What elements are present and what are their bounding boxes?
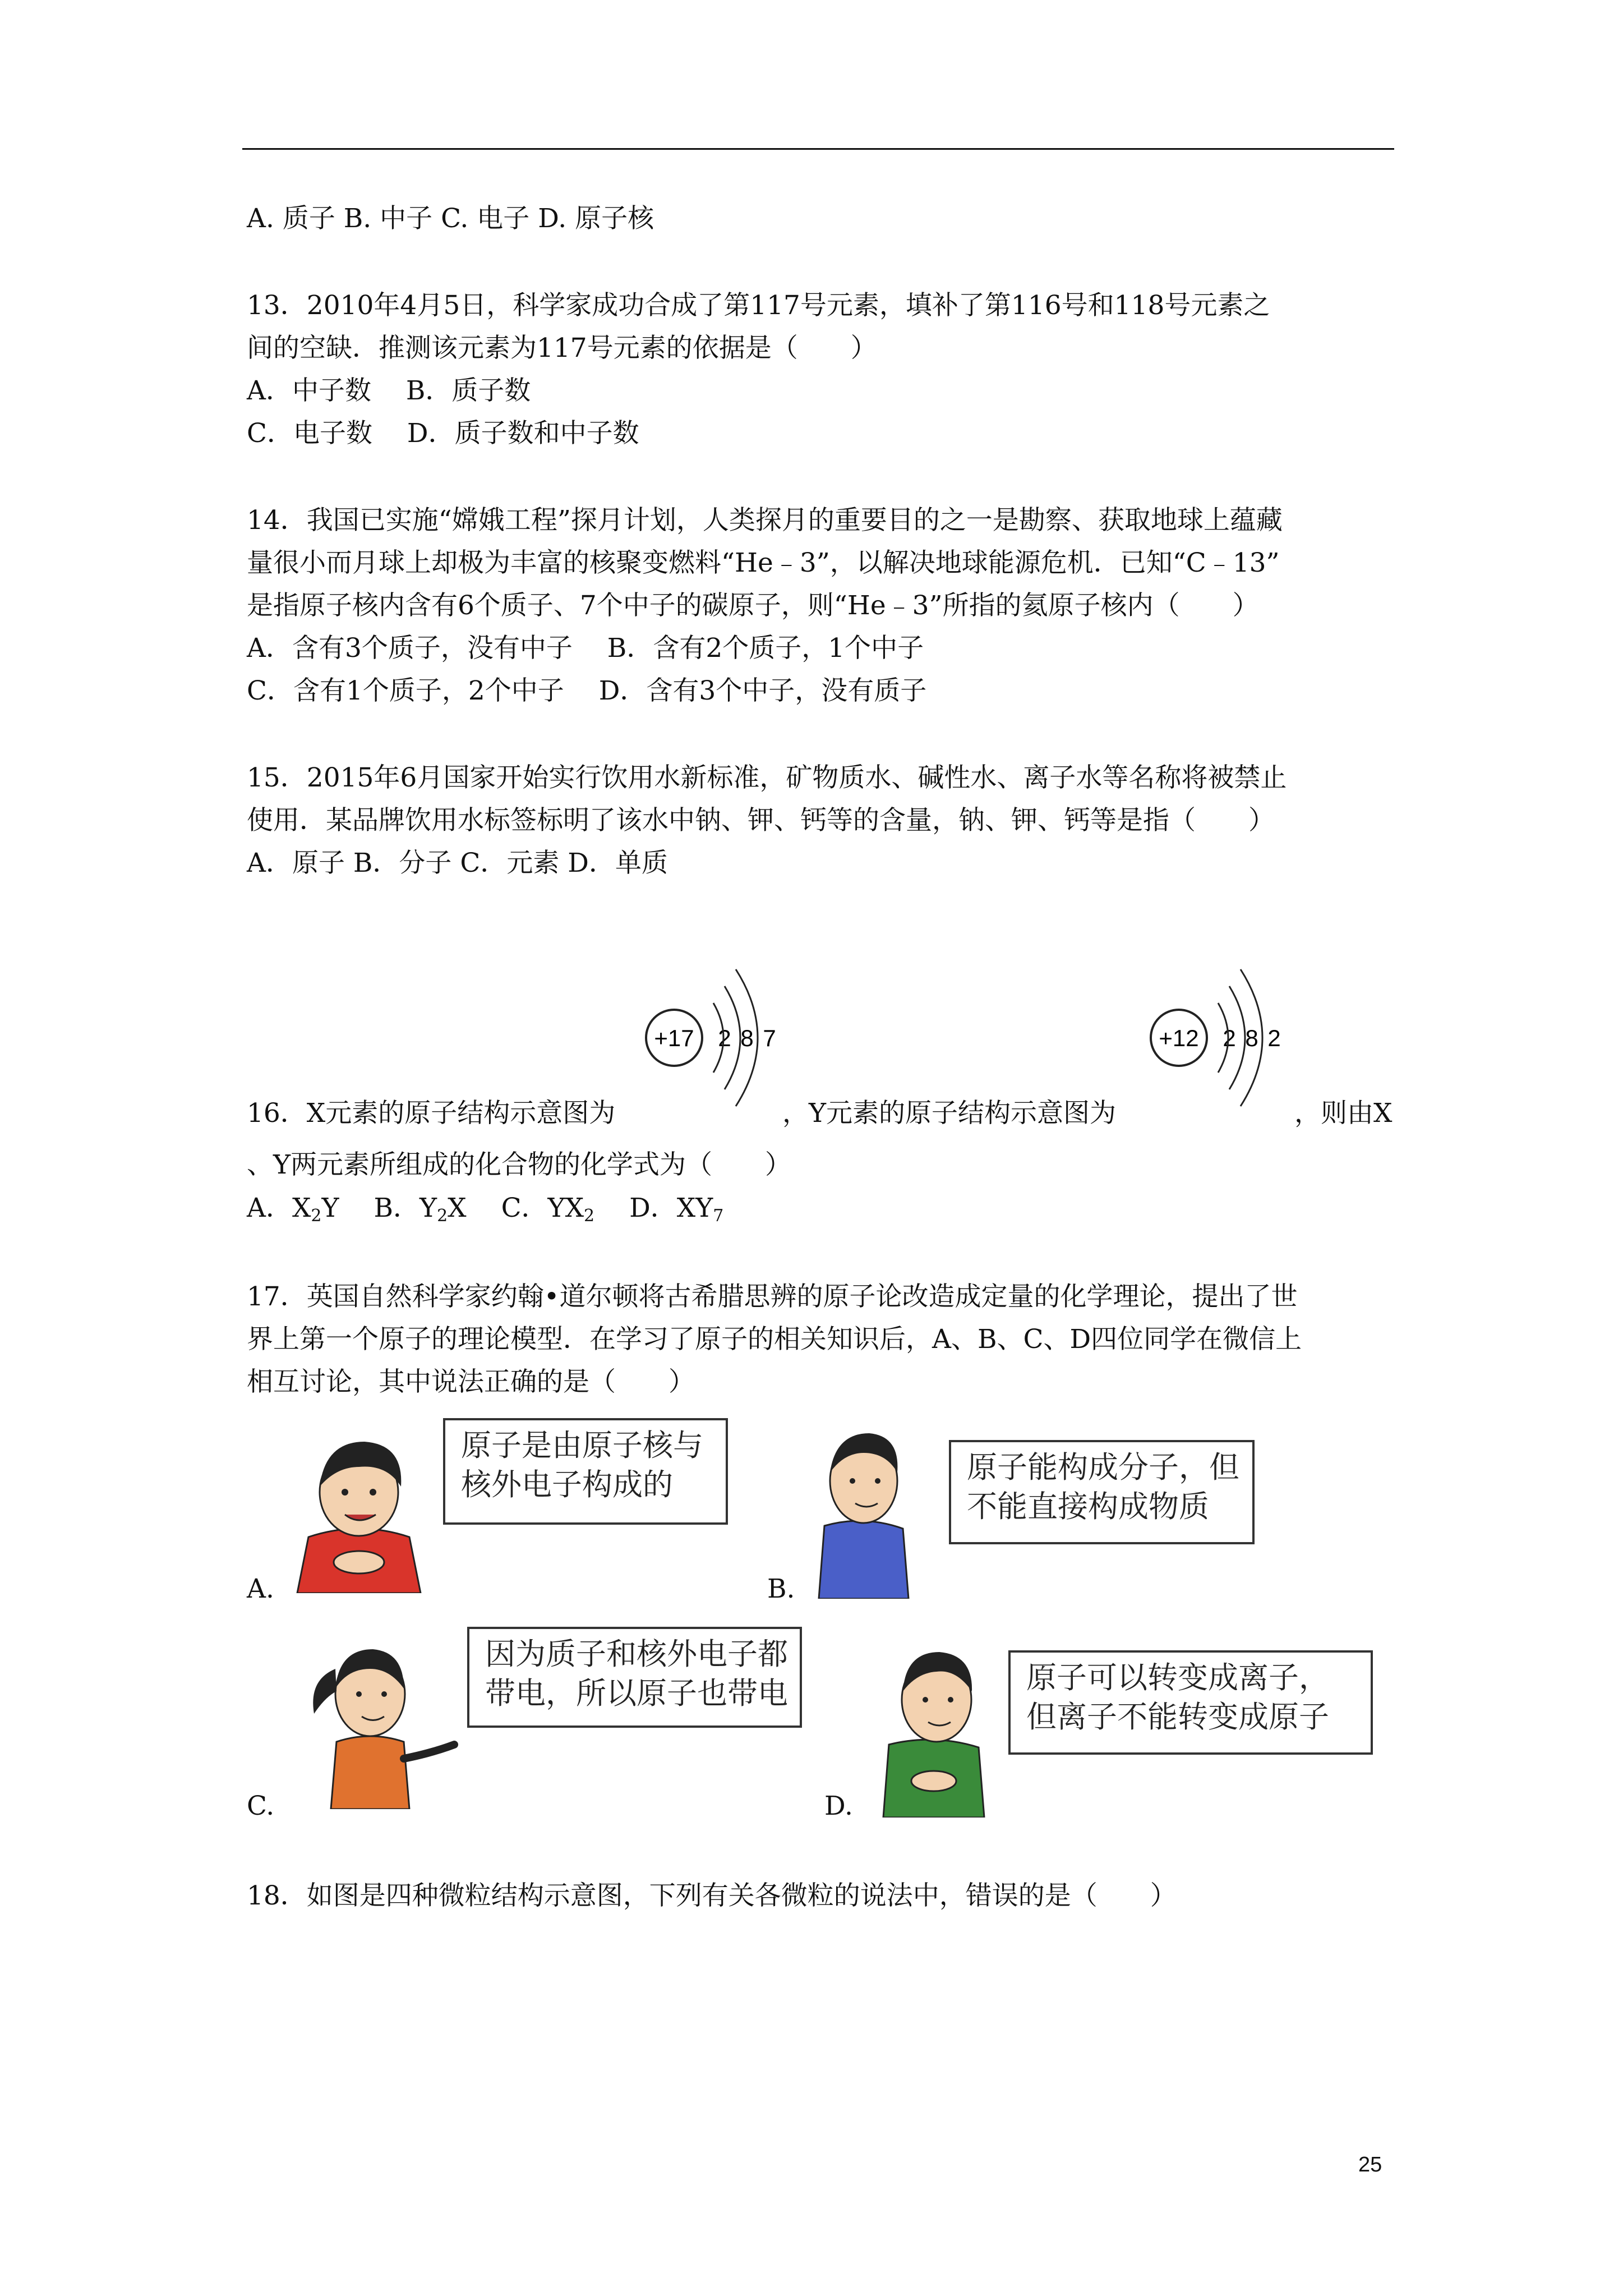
q12-options: A. 质子 B. 中子 C. 电子 D. 原子核	[247, 203, 654, 234]
atom-x-shell-3: 7	[763, 1025, 776, 1051]
q17-option-a-boy-illustration	[292, 1425, 426, 1595]
q14-line2: 量很小而月球上却极为丰富的核聚变燃料“He﹣3”，以解决地球能源危机．已知“C﹣13”	[247, 547, 1280, 578]
q13-line1: 13．2010年4月5日，科学家成功合成了第117号元素，填补了第116号和118号元素之	[247, 290, 1270, 321]
atom-diagram-y	[1144, 937, 1290, 1122]
q16-option-b: B．$Y_2X$	[374, 1193, 467, 1226]
q16-line1-part2: ，Y元素的原子结构示意图为	[782, 1098, 1117, 1129]
q17-option-c-girl-illustration	[292, 1630, 460, 1811]
atom-x-shell-2: 8	[740, 1025, 754, 1051]
q17-option-c-letter[interactable]: C.	[247, 1791, 275, 1821]
q16-option-c: C．$YX_2$	[501, 1193, 595, 1226]
q17-line1: 17．英国自然科学家约翰•道尔顿将古希腊思辨的原子论改造成定量的化学理论，提出了世	[247, 1281, 1298, 1312]
q14-line1: 14．我国已实施“嫦娥工程”探月计划，人类探月的重要目的之一是勘察、获取地球上蕴藏	[247, 505, 1283, 536]
q14-line3: 是指原子核内含有6个质子、7个中子的碳原子，则“He﹣3”所指的氦原子核内（ ）	[247, 590, 1259, 621]
q17-line2: 界上第一个原子的理论模型．在学习了原子的相关知识后，A、B、C、D四位同学在微信上	[247, 1324, 1302, 1355]
q16-option-a: A．$X_2Y$	[247, 1193, 339, 1226]
q16-option-d: D．$XY_7$	[629, 1193, 724, 1226]
q17-option-b-speech-bubble: 原子能构成分子，但 不能直接构成物质	[949, 1440, 1255, 1544]
q18-line1: 18．如图是四种微粒结构示意图，下列有关各微粒的说法中，错误的是（ ）	[247, 1880, 1177, 1911]
header-rule	[242, 148, 1394, 150]
q17-option-d-boy-illustration	[872, 1638, 1001, 1820]
q17-option-a-letter[interactable]: A.	[247, 1573, 274, 1604]
q14-options-row2: C．含有1个质子，2个中子 D．含有3个中子，没有质子	[247, 675, 927, 706]
q17-option-b-boy-illustration	[808, 1419, 925, 1601]
q16-line1-part1: 16．X元素的原子结构示意图为	[247, 1098, 616, 1129]
q17-line3: 相互讨论，其中说法正确的是（ ）	[247, 1366, 695, 1397]
q15-line2: 使用．某品牌饮用水标签标明了该水中钠、钾、钙等的含量，钠、钾、钙等是指（ ）	[247, 805, 1275, 836]
q17-option-d-letter[interactable]: D.	[824, 1791, 853, 1821]
atom-y-shell-2: 8	[1245, 1025, 1258, 1051]
q16-options	[247, 1191, 723, 1233]
q15-line1: 15．2015年6月国家开始实行饮用水新标准，矿物质水、碱性水、离子水等名称将被禁止	[247, 762, 1287, 793]
page-number: 25	[1358, 2153, 1382, 2177]
q17-option-a-speech-bubble: 原子是由原子核与 核外电子构成的	[443, 1418, 728, 1525]
atom-y-shell-3: 2	[1267, 1025, 1281, 1051]
q16-line2: 、Y两元素所组成的化合物的化学式为（ ）	[247, 1149, 792, 1180]
atom-diagram-x	[639, 937, 785, 1122]
atom-y-nucleus: +12	[1159, 1025, 1199, 1051]
q13-line2: 间的空缺．推测该元素为117号元素的依据是（ ）	[247, 333, 877, 364]
q13-options-row2: C．电子数 D．质子数和中子数	[247, 418, 639, 449]
q14-options-row1: A．含有3个质子，没有中子 B．含有2个质子，1个中子	[247, 633, 924, 664]
q17-option-d-speech-bubble: 原子可以转变成离子， 但离子不能转变成原子	[1008, 1650, 1373, 1755]
q15-options: A．原子 B．分子 C．元素 D．单质	[247, 848, 668, 878]
atom-y-shell-1: 2	[1223, 1025, 1236, 1051]
q17-option-c-speech-bubble: 因为质子和核外电子都 带电，所以原子也带电	[467, 1627, 802, 1728]
q13-options-row1: A．中子数 B．质子数	[247, 375, 531, 406]
atom-x-shell-1: 2	[718, 1025, 731, 1051]
q17-option-b-letter[interactable]: B.	[767, 1573, 795, 1604]
atom-x-nucleus: +17	[654, 1025, 694, 1051]
q16-line1-part3: ，则由X	[1294, 1098, 1393, 1129]
